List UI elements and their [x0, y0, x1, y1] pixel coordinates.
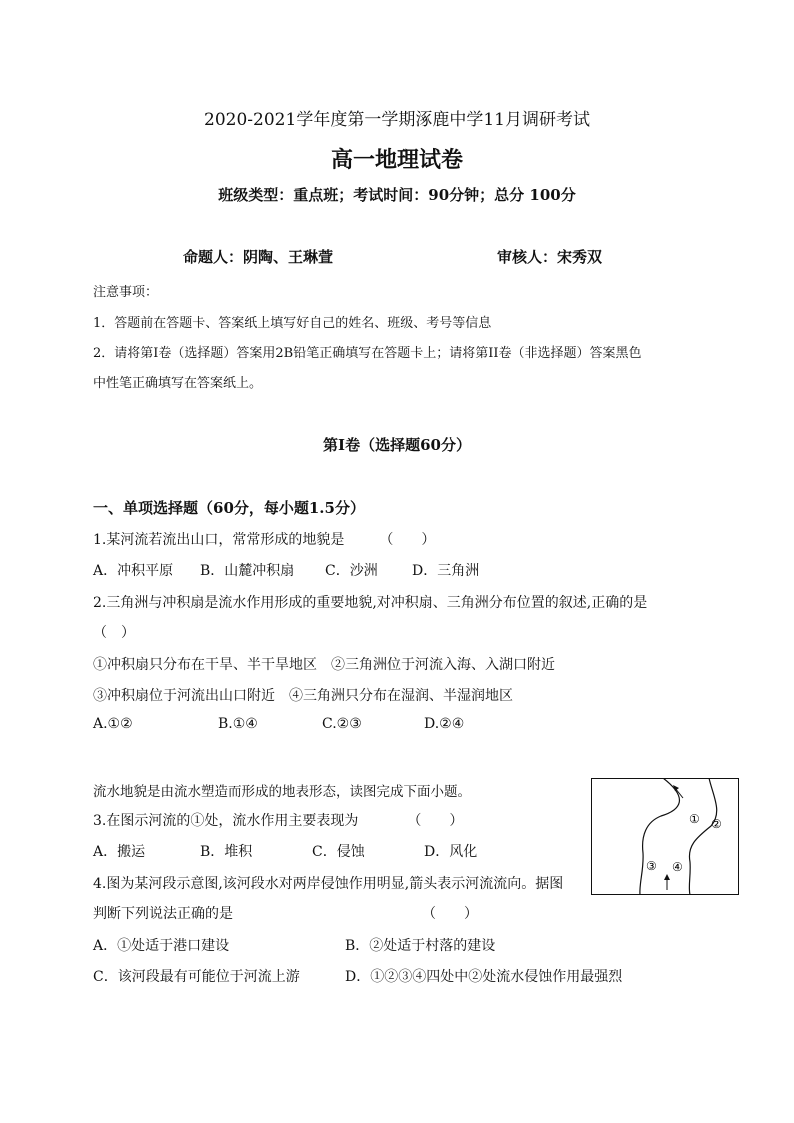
note-item-2-line-1: 2．请将第I卷（选择题）答案用2B铅笔正确填写在答题卡上；请将第II卷（非选择题）答案黑色 — [93, 346, 642, 361]
flow-arrow-icon — [664, 874, 670, 890]
reviewer: 审核人：宋秀双 — [497, 248, 603, 266]
q3-option-a: A．搬运 — [93, 844, 146, 860]
figure-label-1: ① — [689, 812, 700, 826]
note-item-2-line-2: 中性笔正确填写在答案纸上。 — [93, 376, 263, 391]
q4-option-b: B．②处适于村落的建设 — [345, 938, 496, 954]
subject-title: 高一地理试卷 — [330, 147, 463, 173]
note-item-1: 1．答题前在答题卡、答案纸上填写好自己的姓名、班级、考号等信息 — [93, 316, 492, 331]
q3-stem: 3.在图示河流的①处，流水作用主要表现为 （ ） — [93, 813, 464, 829]
q2-option-d: D.②④ — [424, 716, 465, 732]
exam-info: 班级类型：重点班；考试时间：90分钟；总分 100分 — [218, 186, 576, 204]
notes-title: 注意事项： — [93, 285, 159, 300]
q4-stem-line-2: 判断下列说法正确的是 （ ） — [93, 906, 478, 922]
river-left-bank — [640, 778, 680, 895]
q1-option-b: B．山麓冲积扇 — [200, 563, 295, 579]
q3-option-b: B．堆积 — [200, 844, 253, 860]
figure-frame — [592, 779, 739, 895]
exam-title: 2020-2021学年度第一学期涿鹿中学11月调研考试 — [204, 110, 590, 130]
q4-stem-line-1: 4.图为某河段示意图,该河段水对两岸侵蚀作用明显,箭头表示河流流向。据图 — [93, 876, 564, 892]
flow-arrow-icon — [673, 785, 683, 798]
section-title: 第I卷（选择题60分） — [323, 436, 471, 454]
q3-option-c: C．侵蚀 — [312, 844, 365, 860]
river-diagram — [591, 778, 739, 895]
figure-label-3: ③ — [646, 859, 657, 873]
river-right-bank — [689, 778, 716, 895]
q2-stem-line-2: （ ） — [93, 625, 135, 641]
q3-option-d: D．风化 — [424, 844, 478, 860]
figure-label-4: ④ — [672, 860, 683, 874]
q4-option-c: C．该河段最有可能位于河流上游 — [93, 969, 300, 985]
q4-option-d: D．①②③④四处中②处流水侵蚀作用最强烈 — [345, 969, 623, 985]
q1-stem: 1.某河流若流出山口，常常形成的地貌是 （ ） — [93, 532, 436, 548]
q2-option-c: C.②③ — [322, 716, 362, 732]
q1-option-a: A．冲积平原 — [93, 563, 174, 579]
author: 命题人：阴陶、王琳萱 — [183, 248, 334, 266]
q2-statements-line-1: ①冲积扇只分布在干旱、半干旱地区 ②三角洲位于河流入海、入湖口附近 — [93, 657, 555, 673]
q2-option-a: A.①② — [93, 716, 133, 732]
q1-option-c: C．沙洲 — [325, 563, 378, 579]
part-title: 一、单项选择题（60分，每小题1.5分） — [93, 499, 365, 517]
q1-option-d: D．三角洲 — [412, 563, 480, 579]
figure-label-2: ② — [711, 817, 722, 831]
q4-option-a: A．①处适于港口建设 — [93, 938, 230, 954]
q2-statements-line-2: ③冲积扇位于河流出山口附近 ④三角洲只分布在湿润、半湿润地区 — [93, 688, 513, 704]
group-intro: 流水地貌是由流水塑造而形成的地表形态，读图完成下面小题。 — [93, 784, 471, 800]
q2-option-b: B.①④ — [218, 716, 258, 732]
q2-stem-line-1: 2.三角洲与冲积扇是流水作用形成的重要地貌,对冲积扇、三角洲分布位置的叙述,正确的是 — [93, 595, 648, 611]
